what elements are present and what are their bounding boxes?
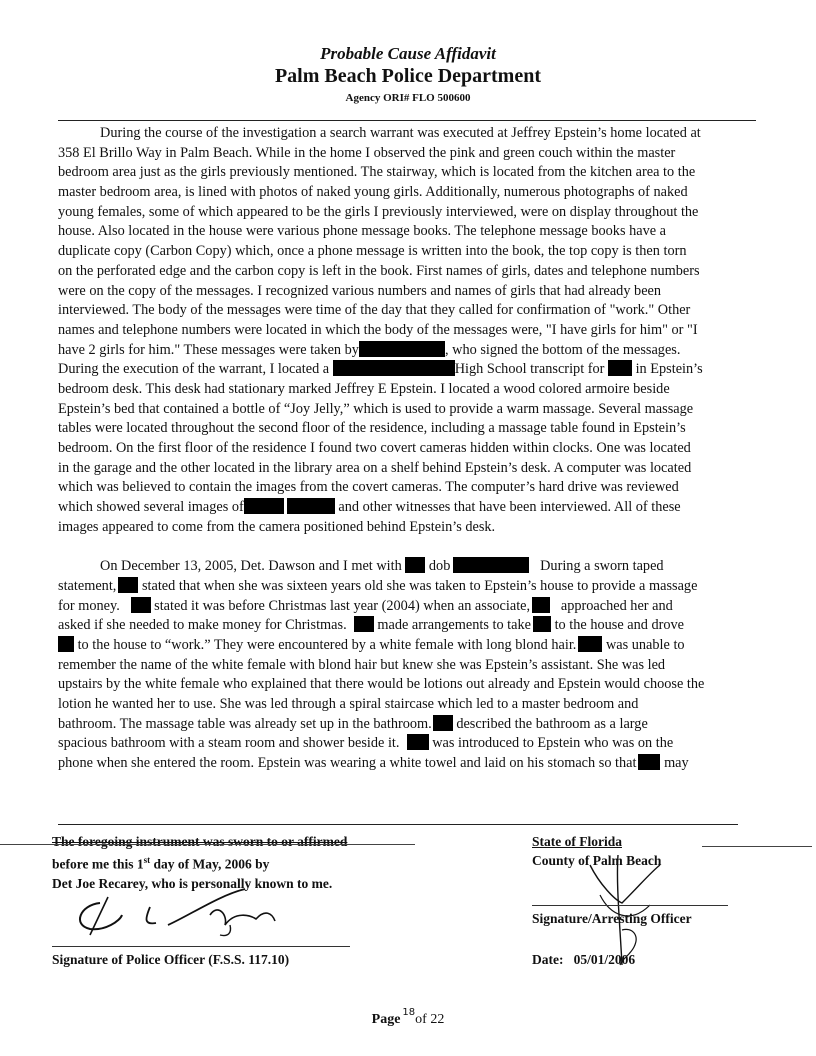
body-text-segment: spacious bathroom with a steam room and shower beside it. xyxy=(58,735,400,752)
body-line xyxy=(58,754,778,774)
body-text-segment: was unable to xyxy=(605,636,685,653)
body-text-segment: to the house and drove xyxy=(554,617,685,634)
body-text-segment: stated it was before Christmas last year (2004) when an associate, xyxy=(154,597,531,614)
redaction-bar xyxy=(287,498,335,514)
officer-date xyxy=(532,952,782,968)
footer-rule xyxy=(58,824,738,825)
redaction-bar xyxy=(244,498,284,514)
body-line: were on the copy of the messages. I recognized various numbers and names of girls that had already been xyxy=(58,282,662,299)
body-text-segment: was introduced to Epstein who was on the xyxy=(432,735,674,752)
body-line xyxy=(58,616,778,636)
body-text-segment: dob xyxy=(428,558,451,575)
header-rule xyxy=(58,120,756,121)
department-name: Palm Beach Police Department xyxy=(274,65,542,87)
body-text-segment: which showed several images of xyxy=(58,499,244,516)
body-line: bedroom desk. This desk had stationary marked Jeffrey E Epstein. I located a wood colored armoire beside xyxy=(58,380,670,397)
page-word: Page xyxy=(371,1012,401,1027)
redaction-bar xyxy=(433,715,453,731)
right-signature-label: Signature/Arresting Officer xyxy=(532,911,692,926)
body-text-segment: to the house to “work.” They were encountered by a white female with long blond hair. xyxy=(77,636,577,653)
body-line: young females, some of which appeared to be the girls I previously interviewed, were on display throughout the xyxy=(58,203,699,220)
body-line xyxy=(58,715,778,735)
affidavit-title: Probable Cause Affidavit xyxy=(320,44,496,63)
body-line: master bedroom area, is lined with photos of naked young girls. Additionally, numerous photographs of naked xyxy=(58,184,688,201)
county-line xyxy=(702,846,812,847)
body-line: in the garage and the other located in the library area on a shelf behind Epstein’s desk. A computer was located xyxy=(58,459,692,476)
body-line: on the perforated edge and the carbon copy is left in the book. First names of girls, dates and telephone numbers xyxy=(58,262,700,279)
county-label: County of Palm Beach xyxy=(532,853,662,868)
redaction-bar xyxy=(118,577,138,593)
body-text-segment: may xyxy=(664,755,689,771)
body-line: bedroom. On the first floor of the residence I found two covert cameras hidden within clocks. One was located xyxy=(58,440,691,456)
redaction-bar xyxy=(333,360,455,376)
redaction-bar xyxy=(453,557,529,573)
body-line: remember the name of the white female with blond hair but knew she was Epstein’s assistant. She was led xyxy=(58,656,666,673)
state-label: State of Florida xyxy=(532,834,622,849)
body-line: names and telephone numbers were located in which the body of the messages were, "I have girls for him" or "I xyxy=(58,321,698,338)
notary-signature xyxy=(60,885,300,940)
date-label: Date: xyxy=(532,952,564,967)
body-line: which was believed to contain the images from the covert cameras. The computer’s hard drive was reviewed xyxy=(58,479,679,496)
sworn-line-3: Det Joe Recarey, who is personally known to me. xyxy=(52,875,333,891)
body-text-segment: bathroom. The massage table was already set up in the bathroom. xyxy=(58,715,432,732)
redaction-bar xyxy=(131,597,151,613)
body-text-segment: in Epstein’s xyxy=(635,361,703,378)
right-signature-line xyxy=(532,905,728,906)
body-line xyxy=(58,597,778,617)
body-line: interviewed. The body of the messages were time of the day that they called for confirmation of "work." Other xyxy=(58,302,691,319)
body-line xyxy=(58,734,778,754)
redaction-bar xyxy=(578,636,602,652)
body-text-segment: and other witnesses that have been interviewed. All of these xyxy=(338,499,681,516)
body-text-segment: for money. xyxy=(58,597,120,614)
agency-ori: Agency ORI# FLO 500600 xyxy=(345,92,471,104)
redaction-bar xyxy=(58,636,74,652)
sworn-date-rest: day of May, 2006 by xyxy=(150,856,270,872)
redaction-bar xyxy=(532,597,550,613)
body-line: bedroom area just as the girls previously mentioned. The stairway, which is located from the kitchen area to the xyxy=(58,164,696,181)
sworn-statement xyxy=(52,832,412,893)
sworn-date-suffix: st xyxy=(143,855,151,865)
body-line: During the course of the investigation a search warrant was executed at Jeffrey Epstein’s home located at xyxy=(100,125,701,141)
body-line: upstairs by the white female who explained that there would be lotions out already and Epstein would choose the xyxy=(58,676,705,693)
date-value: 05/01/2006 xyxy=(573,952,636,967)
body-text-segment: have 2 girls for him." These messages were taken by xyxy=(58,341,359,358)
redaction-bar xyxy=(638,754,660,770)
body-line: Epstein’s bed that contained a bottle of “Joy Jelly,” which is used to provide a warm massage. Several massage xyxy=(58,400,694,417)
body-text-segment: On December 13, 2005, Det. Dawson and I met with xyxy=(100,558,402,575)
page-of: of 22 xyxy=(415,1012,445,1027)
body-text-segment: During the execution of the warrant, I located a xyxy=(58,361,330,378)
sworn-line-2 xyxy=(52,851,412,874)
body-line: 358 El Brillo Way in Palm Beach. While in the home I observed the pink and green couch within the master xyxy=(58,144,676,161)
redaction-bar xyxy=(608,360,632,376)
body-line xyxy=(58,636,778,656)
body-line xyxy=(58,341,778,361)
page-number xyxy=(0,1007,816,1028)
body-line: images appeared to come from the camera positioned behind Epstein’s desk. xyxy=(58,518,496,535)
body-text-segment: stated that when she was sixteen years old she was taken to Epstein’s house to provide a massage xyxy=(141,577,698,594)
body-text-segment: described the bathroom as a large xyxy=(456,715,648,732)
page-handwritten-number: 18 xyxy=(402,1007,416,1018)
body-line: tables were located throughout the second floor of the residence, including a massage table found in Epstein’s xyxy=(58,420,686,437)
body-line: duplicate copy (Carbon Copy) which, once a phone message is written into the book, the top copy is then torn xyxy=(58,243,687,260)
body-line: lotion he wanted her to use. She was led through a spiral staircase which led to a master bedroom and xyxy=(58,695,639,712)
body-line xyxy=(58,498,778,518)
body-text-segment: High School transcript for xyxy=(454,361,605,378)
body-text-segment: statement, xyxy=(58,577,117,594)
sworn-line-1: The foregoing instrument was sworn to or affirmed xyxy=(52,834,348,849)
left-signature-label: Signature of Police Officer (F.S.S. 117.10) xyxy=(52,952,290,967)
body-text-segment: , who signed the bottom of the messages. xyxy=(444,341,681,358)
redaction-bar xyxy=(359,341,445,357)
redaction-bar xyxy=(354,616,374,632)
body-line: house. Also located in the house were various phone message books. The telephone message books have a xyxy=(58,223,666,240)
body-text-segment: made arrangements to take xyxy=(377,617,531,634)
body-text-segment: phone when she entered the room. Epstein was wearing a white towel and laid on his stomach so that xyxy=(58,755,637,771)
redaction-bar xyxy=(405,557,425,573)
body-text-segment: During a sworn taped xyxy=(540,558,664,575)
redaction-bar xyxy=(533,616,551,632)
affidavit-body xyxy=(58,124,778,774)
body-line xyxy=(58,557,778,577)
redaction-bar xyxy=(407,734,429,750)
body-line xyxy=(58,360,778,380)
body-line xyxy=(58,577,778,597)
body-text-segment: asked if she needed to make money for Christmas. xyxy=(58,617,347,634)
strike-line xyxy=(0,844,415,845)
sworn-date-text: before me this 1 xyxy=(52,856,144,872)
left-signature-line xyxy=(52,946,350,947)
body-text-segment: approached her and xyxy=(560,597,673,614)
